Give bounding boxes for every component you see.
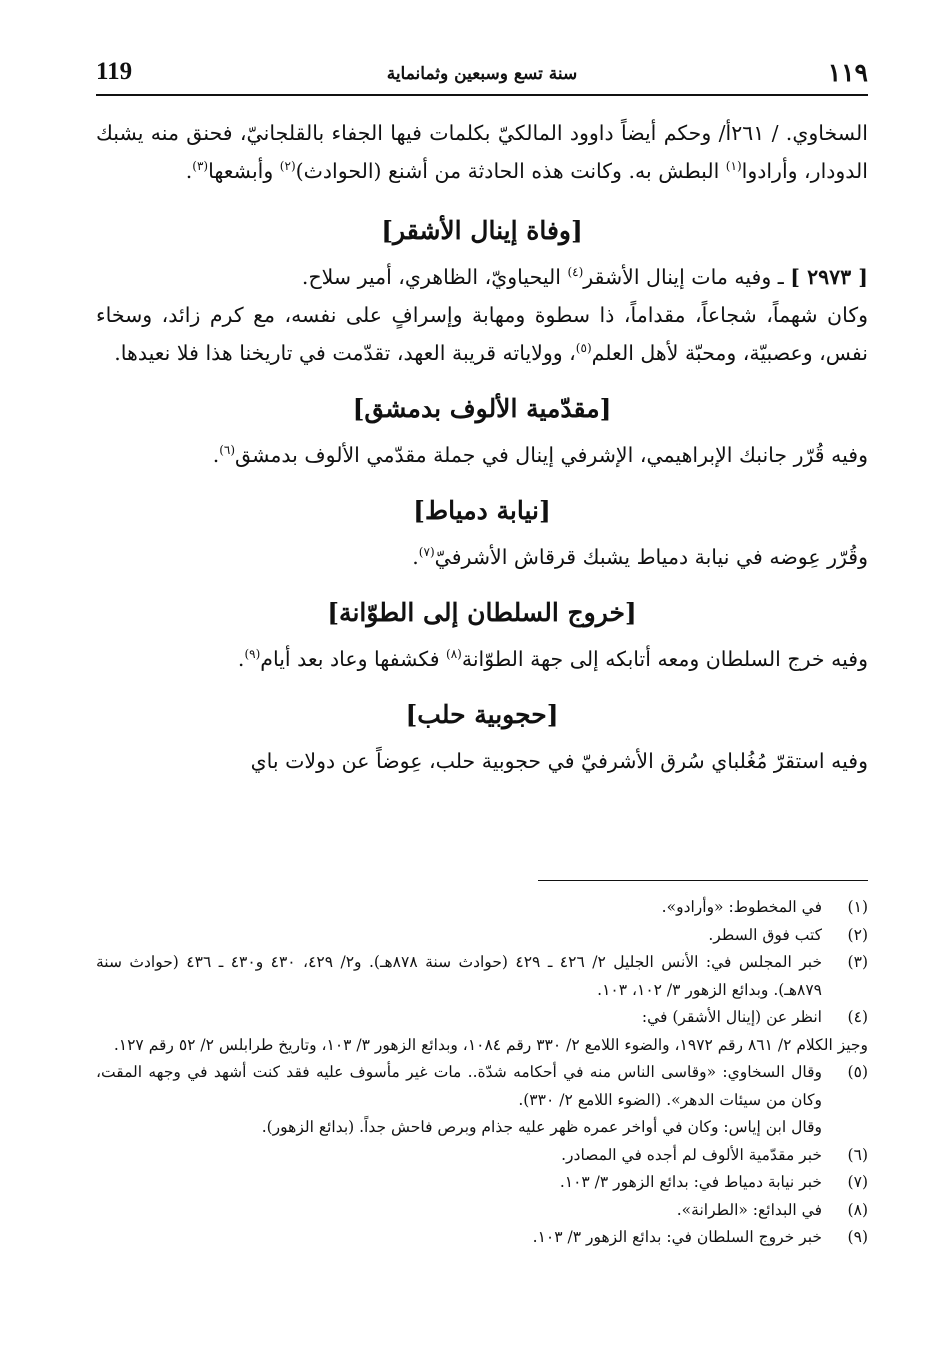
paragraph-4 [96, 640, 868, 678]
footnotes [96, 894, 868, 1252]
paragraph-text: السخاوي. / ٢٦١أ/ وحكم أيضاً داوود المالكيّ بكلمات فيها الجفاء بالقلجانيّ، فحنق منه يشبك الدودار، وأرادوا [96, 121, 868, 183]
footnote-text: في المخطوط: «وأرادو». [661, 898, 822, 916]
footnote-text: كتب فوق السطر. [708, 925, 822, 944]
footnote-text: خبر نيابة دمياط في: بدائع الزهور ٣/ ١٠٣. [559, 1173, 822, 1191]
entry-number: [ ٢٩٧٣ ] [790, 265, 868, 289]
section-heading-sultan-departure: [خروج السلطان إلى الطوّانة] [327, 598, 637, 627]
footnote-text: خبر مقدّمية الألوف لم أجده في المصادر. [561, 1145, 822, 1164]
footnote-text: في البدائع: «الطرانة». [676, 1200, 822, 1219]
paragraph-text: . [237, 647, 245, 671]
footnote-text: وقال ابن إياس: وكان في أواخر عمره ظهر عليه جذام وبرص فاحش جداً. (بدائع الزهور). [261, 1118, 822, 1136]
paragraph-1 [96, 296, 868, 372]
footnote-ref-6[interactable]: (٦) [219, 443, 236, 458]
footnote-ref-8[interactable]: (٨) [446, 647, 462, 662]
section-heading-damietta: [نيابة دمياط] [413, 496, 551, 525]
running-title: سنة تسع وسبعين وثمانماية [386, 64, 578, 84]
paragraph-0 [96, 114, 868, 190]
footnote-number: (٦) [847, 1145, 868, 1164]
paragraph-text: وكان شهماً، شجاعاً، مقداماً، ذا سطوة ومهابة وإسرافٍ على نفسه، مع كرم زائد، وسخاء نفس، وعصبيّة، ومحبّة لأهل العلم [96, 303, 868, 365]
footnote-ref-7[interactable]: (٧) [418, 545, 435, 560]
footnote-text: خبر المجلس في: الأنس الجليل ٢/ ٤٢٦ ـ ٤٢٩ (حوادث سنة ٨٧٨هـ). و٢/ ٤٢٩، ٤٣٠ و٤٣٠ ـ ٤٣٦ (حوادث سنة ٨٧٩هـ). وبدائع الزهور ٣/ ١٠٢، ١٠٣. [96, 953, 823, 999]
paragraph-text: وأبشعها [208, 159, 280, 183]
header-rule [96, 94, 868, 96]
footnote-ref-2[interactable]: (٢) [279, 159, 296, 174]
paragraph-text: البطش به. وكانت هذه الحادثة من أشنع (الحوادث) [295, 159, 726, 183]
footnote-ref-4[interactable]: (٤) [567, 265, 584, 280]
paragraph-text: . [212, 443, 220, 467]
footnote-number: (٧) [847, 1173, 868, 1191]
footnote-number: (١) [847, 898, 868, 916]
paragraph-text: وقُرّر عِوضه في نيابة دمياط يشبك قرقاش الأشرفيّ [434, 545, 868, 569]
paragraph-5: وفيه استقرّ مُغُلباي سُرق الأشرفيّ في حجوبية حلب، عِوضاً عن دولات باي [250, 749, 868, 773]
footnote-number: (٣) [847, 953, 868, 971]
footnote-ref-3[interactable]: (٣) [192, 159, 209, 174]
paragraph-3 [96, 538, 868, 576]
footnote-text: وقال السخاوي: «وقاسى الناس منه في أحكامه شدّة.. مات غير مأسوف عليه فقد كنت أشهد في وجهه المقت، وكان من سيئات الدهر». (الضوء اللامع ٢/ ٣٣٠). [96, 1063, 822, 1109]
footnote-text: خبر خروج السلطان في: بدائع الزهور ٣/ ١٠٣. [532, 1228, 822, 1246]
footnote [96, 949, 868, 1004]
footnote [96, 1169, 868, 1197]
footnote [96, 1197, 868, 1225]
footnote [96, 1004, 868, 1032]
section-heading-aleppo: [حجوبية حلب] [405, 700, 559, 729]
paragraph-text: . [185, 159, 193, 183]
paragraph-text: . [412, 545, 419, 569]
paragraph-text: ـ وفيه مات إينال الأشقر [583, 265, 791, 289]
footnote-divider [538, 880, 868, 881]
footnote-ref-5[interactable]: (٥) [575, 341, 592, 356]
footnote-continuation [96, 1032, 868, 1060]
footnote-ref-1[interactable]: (١) [725, 159, 742, 174]
footnote-number: (٥) [847, 1063, 868, 1081]
paragraph-text: وفيه قُرّر جانبك الإبراهيمي، الإشرفي إينال في جملة مقدّمي الألوف بدمشق [235, 443, 868, 467]
entry-line [96, 258, 868, 296]
paragraph-text: وفيه خرج السلطان ومعه أتابكه إلى جهة الطوّانة [461, 647, 868, 671]
footnote-text: وجيز الكلام ٢/ ٨٦١ رقم ١٩٧٢، والضوء اللامع ٢/ ٣٣٠ رقم ١٠٨٤، وبدائع الزهور ٣/ ١٠٣، وتاريخ طرابلس ٢/ ٥٢ رقم ١٢٧. [113, 1035, 868, 1054]
footnote-ref-9[interactable]: (٩) [244, 647, 261, 662]
footnote [96, 894, 868, 922]
paragraph-text: اليحياويّ، الظاهري، أمير سلاح. [301, 265, 568, 289]
footnote [96, 1224, 868, 1252]
footnote [96, 1059, 868, 1114]
footnote-number: (٨) [847, 1200, 868, 1219]
main-text [96, 114, 868, 780]
paragraph-text: فكشفها وعاد بعد أيام [260, 647, 447, 671]
footnote-continuation [96, 1114, 868, 1142]
paragraph-2 [96, 436, 868, 474]
page-number-arabic: ١١٩ [827, 58, 868, 87]
footnote [96, 1142, 868, 1170]
footnote-number: (٤) [847, 1008, 868, 1026]
page-number-latin: 119 [96, 58, 133, 85]
section-heading-inal-death: [وفاة إينال الأشقر] [381, 216, 583, 245]
footnote-number: (٩) [847, 1228, 868, 1246]
paragraph-text: ، وولاياته قريبة العهد، تقدّمت في تاريخنا هذا فلا نعيدها. [114, 341, 576, 365]
footnote [96, 922, 868, 950]
footnote-number: (٢) [847, 925, 868, 944]
section-heading-damascus: [مقدّمية الألوف بدمشق] [352, 394, 612, 423]
footnote-text: انظر عن (إينال الأشقر) في: [641, 1008, 822, 1026]
page-header [96, 52, 868, 96]
